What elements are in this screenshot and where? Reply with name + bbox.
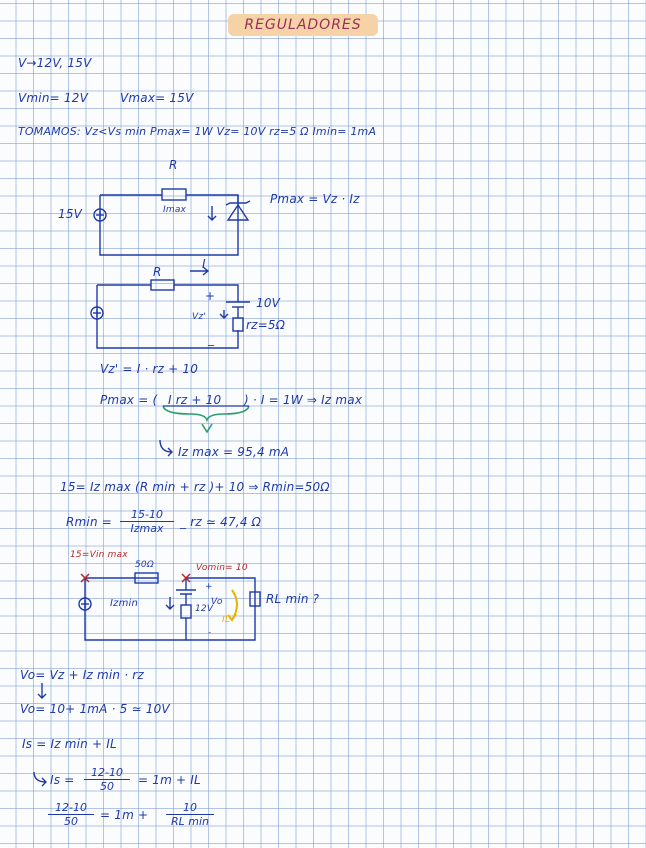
- eq-is2-fraction: [84, 766, 130, 793]
- c2-vz-label: Vz': [192, 312, 206, 322]
- c3-r50-label: 50Ω: [135, 560, 154, 570]
- c2-rz-label: rz=5Ω: [246, 318, 286, 332]
- c2-resistor-label: R: [153, 265, 162, 279]
- eq-pmax-a: Pmax = (: [100, 393, 158, 407]
- vmax-line: Vmax= 15V: [120, 91, 194, 105]
- eq-vo-1: Vo= Vz + Iz min · rz: [20, 668, 144, 682]
- eq-vz-prime: Vz' = I · rz + 10: [100, 362, 199, 376]
- c1-imax-label: Imax: [163, 205, 187, 215]
- c3-minus: -: [208, 628, 212, 638]
- c1-pmax-formula: Pmax = Vz · Iz: [270, 192, 360, 206]
- eq-is2-num: 12-10: [84, 766, 130, 780]
- c3-plus: +: [205, 582, 213, 592]
- eq-last-num2: 10: [166, 801, 214, 815]
- eq-last-num: 12-10: [48, 801, 94, 815]
- eq-rmin-rhs: _ rz ≃ 47,4 Ω: [180, 515, 262, 529]
- c3-izmin-label: Izmin: [110, 598, 139, 609]
- assumptions-line: TOMAMOS: Vz<Vs min Pmax= 1W Vz= 10V rz=5 Ω Imin= 1mA: [18, 125, 377, 138]
- c2-minus: _: [208, 332, 215, 346]
- c3-vomin-label: Vomin= 10: [196, 563, 248, 573]
- page-title: REGULADORES: [228, 14, 378, 36]
- c3-il-label: IL: [222, 615, 231, 625]
- c1-resistor-label: R: [169, 158, 178, 172]
- eq-last-fraction: [48, 801, 94, 828]
- eq-pmax-b: I rz + 10: [168, 393, 222, 407]
- c2-current-label: I: [202, 257, 206, 271]
- c3-rlmin-label: RL min ?: [266, 592, 320, 606]
- c1-source-label: 15V: [58, 207, 83, 221]
- eq-rmin-num: 15-10: [120, 508, 174, 522]
- eq-rmin-den: Izmax: [130, 522, 164, 535]
- eq-pmax-c: ) · I = 1W ⇒ Iz max: [244, 393, 363, 407]
- c2-plus: +: [205, 289, 216, 303]
- eq-rmin-fraction: [120, 508, 174, 535]
- eq-is2-lhs: Is =: [50, 773, 75, 787]
- eq-last-den2: RL min: [170, 815, 209, 828]
- c3-vo-label: Vo: [211, 597, 223, 607]
- vmin-line: Vmin= 12V: [18, 91, 88, 105]
- eq-rmin-lhs: Rmin =: [66, 515, 113, 529]
- eq-last-mid: = 1m +: [100, 808, 149, 822]
- eq-izmax: Iz max = 95,4 mA: [178, 445, 290, 459]
- eq-vo-2: Vo= 10+ 1mA · 5 ≃ 10V: [20, 702, 170, 716]
- eq-is2-rhs: = 1m + IL: [138, 773, 201, 787]
- eq-is: Is = Iz min + IL: [22, 737, 117, 751]
- eq-rmin-derivation: 15= Iz max (R min + rz )+ 10 ⇒ Rmin=50Ω: [60, 480, 330, 494]
- c3-vinmax-label: 15=Vin max: [70, 550, 128, 560]
- eq-last-fraction-2: [166, 801, 214, 828]
- eq-is2-den: 50: [100, 780, 114, 793]
- c3-12v-label: 12V: [195, 604, 214, 614]
- voltage-range: V→12V, 15V: [18, 56, 92, 70]
- eq-last-den: 50: [64, 815, 78, 828]
- c2-10v-label: 10V: [256, 296, 281, 310]
